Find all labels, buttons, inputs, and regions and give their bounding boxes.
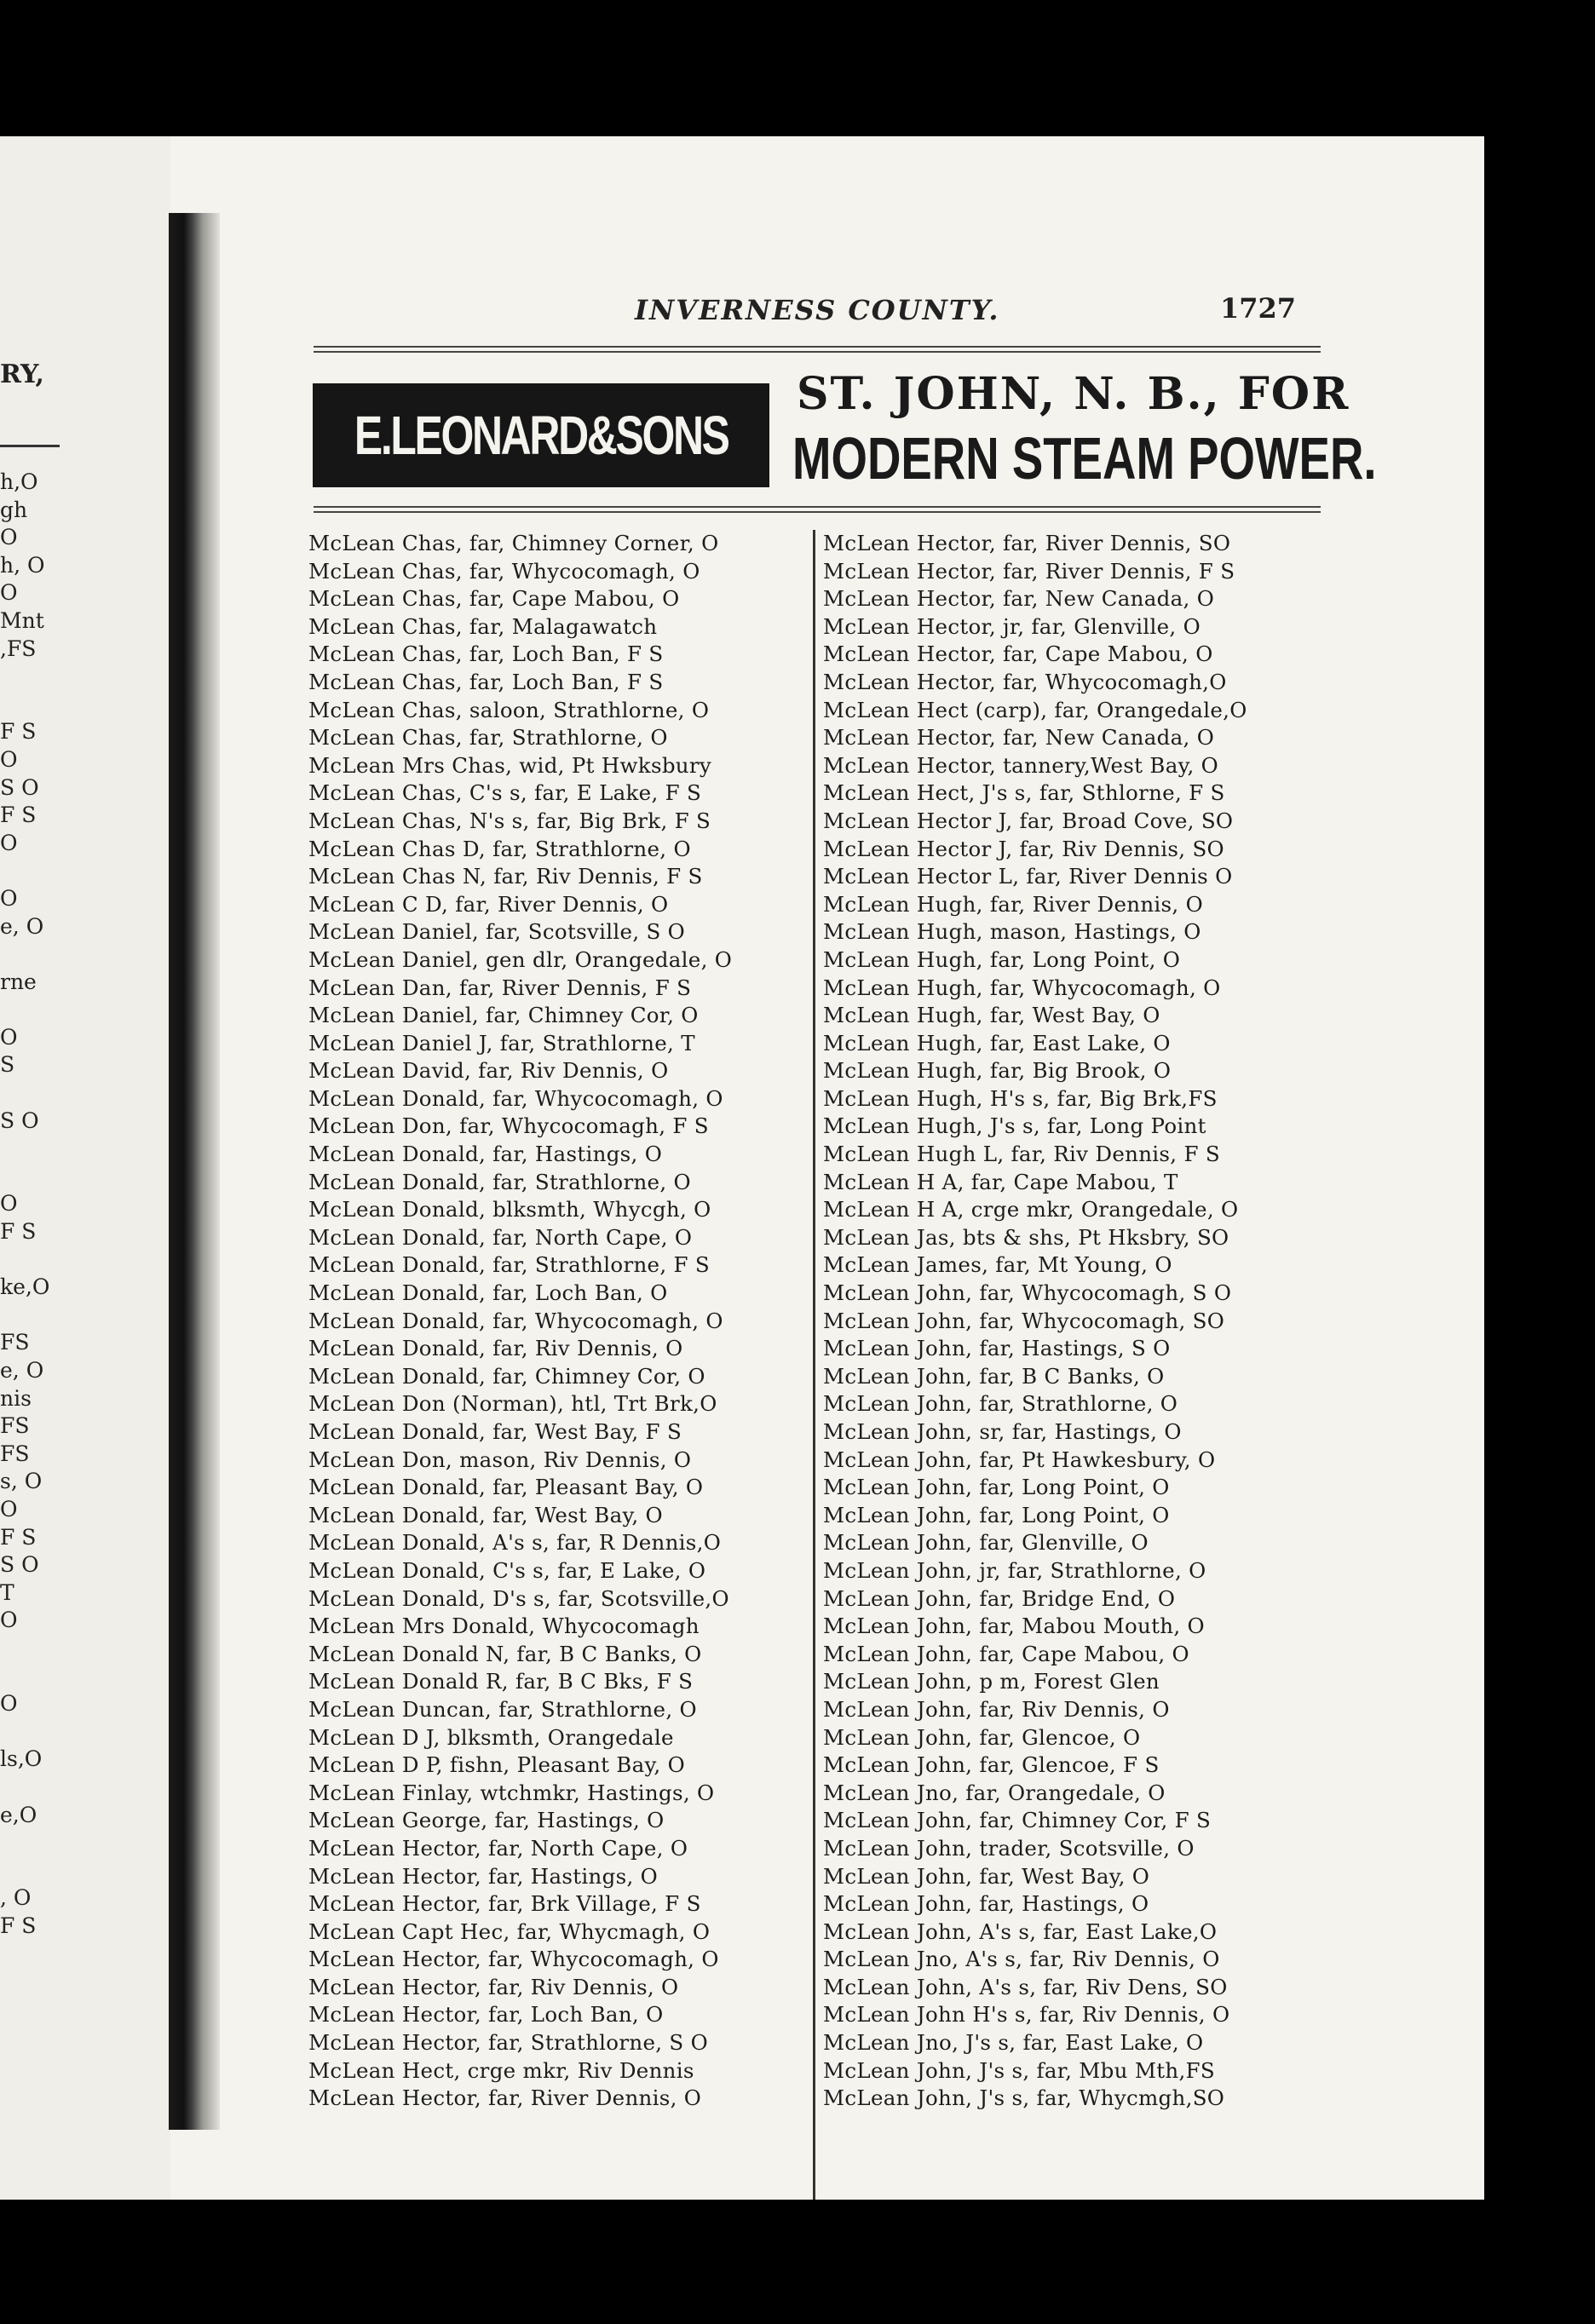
directory-entry: McLean David, far, Riv Dennis, O xyxy=(308,1058,669,1084)
facing-page-entry: nis xyxy=(0,1385,32,1411)
directory-entry: McLean Donald, far, Whycocomagh, O xyxy=(308,1308,723,1333)
directory-entry: McLean Donald R, far, B C Bks, F S xyxy=(308,1669,694,1694)
directory-entry: McLean John, trader, Scotsville, O xyxy=(823,1835,1195,1861)
directory-entry: McLean Chas, C's s, far, E Lake, F S xyxy=(308,780,702,806)
facing-page-entry xyxy=(0,857,49,885)
facing-page-entry: e, O xyxy=(0,913,44,939)
facing-page-heading: RY, xyxy=(0,360,45,389)
facing-page-entry xyxy=(0,1079,49,1107)
directory-entry: McLean John, far, West Bay, O xyxy=(823,1863,1150,1889)
directory-entry: McLean John, far, Glenville, O xyxy=(823,1530,1149,1556)
directory-entry: McLean John, far, Long Point, O xyxy=(823,1502,1170,1527)
facing-page-entry: Mnt xyxy=(0,607,44,633)
directory-entry: McLean Hector, far, Brk Village, F S xyxy=(308,1891,701,1917)
directory-entry: McLean Donald, far, West Bay, O xyxy=(308,1502,663,1527)
facing-page-entry: gh xyxy=(0,497,28,522)
directory-entry: McLean Hector J, far, Broad Cove, SO xyxy=(823,808,1234,833)
directory-entry: McLean George, far, Hastings, O xyxy=(308,1808,665,1833)
facing-page-entry: , O xyxy=(0,1885,32,1911)
facing-page-entry: O xyxy=(0,525,18,550)
facing-page-entry: ,FS xyxy=(0,636,37,661)
advertisement-rule-top xyxy=(314,506,1321,508)
directory-entry: McLean John H's s, far, Riv Dennis, O xyxy=(823,2002,1230,2028)
facing-page-entry xyxy=(0,1857,49,1885)
running-head: INVERNESS COUNTY. xyxy=(635,294,1000,326)
directory-entry: McLean Hector, far, Cape Mabou, O xyxy=(823,641,1213,667)
directory-entry: McLean John, far, B C Banks, O xyxy=(823,1363,1165,1389)
directory-entry: McLean Hugh, far, Whycocomagh, O xyxy=(823,975,1221,1000)
facing-page-entry: ke,O xyxy=(0,1274,50,1300)
directory-entry: McLean John, far, Chimney Cor, F S xyxy=(823,1808,1212,1833)
directory-entry: McLean Hector, far, Whycocomagh,O xyxy=(823,669,1227,694)
directory-entry: McLean Hugh L, far, Riv Dennis, F S xyxy=(823,1142,1220,1167)
facing-page-entry: rne xyxy=(0,969,37,994)
facing-page-entry: e, O xyxy=(0,1358,44,1383)
facing-page-entry: FS xyxy=(0,1441,30,1466)
directory-entry: McLean Hugh, J's s, far, Long Point xyxy=(823,1113,1206,1139)
directory-entry: McLean Donald, A's s, far, R Dennis,O xyxy=(308,1530,722,1556)
directory-entry: McLean James, far, Mt Young, O xyxy=(823,1252,1172,1278)
directory-entry: McLean John, p m, Forest Glen xyxy=(823,1669,1160,1694)
directory-entry: McLean Donald, far, Pleasant Bay, O xyxy=(308,1475,704,1500)
directory-entry: McLean Hector, far, New Canada, O xyxy=(823,725,1215,751)
directory-entry: McLean John, far, Riv Dennis, O xyxy=(823,1696,1170,1722)
advertisement-logo-text: E.LEONARD&SONS xyxy=(354,405,728,466)
facing-page-entry xyxy=(0,1163,49,1191)
directory-entry: McLean John, far, Hastings, S O xyxy=(823,1336,1171,1361)
advertisement-rule-bottom xyxy=(314,511,1321,513)
directory-entry: McLean Hector, far, River Dennis, F S xyxy=(823,558,1235,584)
directory-entry: McLean Donald, far, Whycocomagh, O xyxy=(308,1085,723,1111)
directory-entry: McLean Daniel, far, Scotsville, S O xyxy=(308,919,686,945)
directory-entry: McLean John, far, Whycocomagh, SO xyxy=(823,1308,1225,1333)
directory-entry: McLean John, J's s, far, Whycmgh,SO xyxy=(823,2085,1225,2111)
directory-entry: McLean Chas D, far, Strathlorne, O xyxy=(308,836,691,861)
directory-entry: McLean Hector, far, Hastings, O xyxy=(308,1863,659,1889)
directory-entry: McLean Hector, far, River Dennis, O xyxy=(308,2085,702,2111)
directory-entry: McLean John, far, Cape Mabou, O xyxy=(823,1641,1189,1666)
facing-page-entry: e,O xyxy=(0,1802,37,1827)
facing-page-entry xyxy=(0,1635,49,1663)
directory-entry: McLean Capt Hec, far, Whycmagh, O xyxy=(308,1918,711,1944)
facing-page-entry xyxy=(0,1135,49,1163)
facing-page-entry: h, O xyxy=(0,552,45,578)
directory-entry: McLean Chas, far, Strathlorne, O xyxy=(308,725,668,751)
directory-entry: McLean Finlay, wtchmkr, Hastings, O xyxy=(308,1780,715,1805)
facing-page-rule xyxy=(0,445,60,447)
directory-entry: McLean Donald, far, Strathlorne, F S xyxy=(308,1252,710,1278)
directory-entry: McLean D P, fishn, Pleasant Bay, O xyxy=(308,1752,685,1778)
directory-entry: McLean Hector, far, Loch Ban, O xyxy=(308,2002,664,2028)
facing-page-entry xyxy=(0,996,49,1024)
directory-entry: McLean Hector, far, Riv Dennis, O xyxy=(308,1974,679,1999)
facing-page-entry: s, O xyxy=(0,1469,43,1494)
directory-entry: McLean Chas, far, Cape Mabou, O xyxy=(308,586,680,612)
directory-entry: McLean Hector, tannery,West Bay, O xyxy=(823,752,1219,778)
directory-entry: McLean D J, blksmth, Orangedale xyxy=(308,1724,674,1750)
directory-column-right xyxy=(823,530,1331,2113)
directory-entry: McLean Donald, far, Loch Ban, O xyxy=(308,1280,668,1306)
directory-entry: McLean Hect, J's s, far, Sthlorne, F S xyxy=(823,780,1225,806)
directory-entry: McLean Hugh, far, River Dennis, O xyxy=(823,891,1203,917)
directory-entry: McLean Hugh, mason, Hastings, O xyxy=(823,919,1201,945)
advertisement-logo xyxy=(313,383,769,487)
directory-entry: McLean Daniel J, far, Strathlorne, T xyxy=(308,1030,695,1056)
directory-entry: McLean Hector, far, New Canada, O xyxy=(823,586,1215,612)
directory-entry: McLean Chas, far, Loch Ban, F S xyxy=(308,641,664,667)
directory-entry: McLean John, far, Long Point, O xyxy=(823,1475,1170,1500)
advertisement-line-1: ST. JOHN, N. B., FOR xyxy=(797,368,1350,420)
facing-page-entry: F S xyxy=(0,719,37,745)
facing-page-entry: ls,O xyxy=(0,1746,43,1772)
directory-entry: McLean Mrs Chas, wid, Pt Hwksbury xyxy=(308,752,712,778)
directory-entry: McLean Hugh, far, West Bay, O xyxy=(823,1003,1160,1028)
facing-page-entry: O xyxy=(0,1496,18,1522)
directory-entry: McLean Chas N, far, Riv Dennis, F S xyxy=(308,864,703,889)
directory-entry: McLean H A, crge mkr, Orangedale, O xyxy=(823,1197,1239,1222)
facing-page-entry xyxy=(0,1302,49,1330)
facing-page-entry xyxy=(0,1774,49,1802)
facing-page-entry xyxy=(0,1663,49,1691)
directory-entry: McLean Donald, D's s, far, Scotsville,O xyxy=(308,1585,729,1611)
directory-entry: McLean Donald, far, West Bay, F S xyxy=(308,1419,682,1444)
directory-entry: McLean Hector, jr, far, Glenville, O xyxy=(823,613,1201,639)
column-divider xyxy=(813,530,815,2200)
directory-entry: McLean John, J's s, far, Mbu Mth,FS xyxy=(823,2057,1215,2083)
directory-entry: McLean Jno, far, Orangedale, O xyxy=(823,1780,1166,1805)
directory-entry: McLean Donald, far, Chimney Cor, O xyxy=(308,1363,705,1389)
directory-entry: McLean Hector, far, Strathlorne, S O xyxy=(308,2030,708,2056)
facing-page-entry: O xyxy=(0,1608,18,1633)
directory-entry: McLean Jno, J's s, far, East Lake, O xyxy=(823,2030,1204,2056)
directory-entry: McLean Chas, far, Malagawatch xyxy=(308,613,658,639)
directory-entry: McLean Donald, C's s, far, E Lake, O xyxy=(308,1557,706,1583)
directory-entry: McLean Hugh, far, Long Point, O xyxy=(823,946,1181,972)
directory-entry: McLean C D, far, River Dennis, O xyxy=(308,891,669,917)
directory-entry: McLean Hector, far, North Cape, O xyxy=(308,1835,688,1861)
directory-entry: McLean John, A's s, far, Riv Dens, SO xyxy=(823,1974,1228,1999)
facing-page-entry: F S xyxy=(0,1219,37,1245)
directory-entry: McLean Hugh, far, East Lake, O xyxy=(823,1030,1171,1056)
directory-entry: McLean Hector J, far, Riv Dennis, SO xyxy=(823,836,1224,861)
facing-page-entry: F S xyxy=(0,1913,37,1938)
facing-page-entry xyxy=(0,1246,49,1274)
facing-page-entry: h,O xyxy=(0,469,38,494)
directory-entry: McLean Don (Norman), htl, Trt Brk,O xyxy=(308,1391,717,1417)
facing-page-entry: O xyxy=(0,830,18,855)
facing-page-entry: S O xyxy=(0,1107,39,1133)
facing-page-entry: F S xyxy=(0,802,37,828)
facing-page-list xyxy=(0,469,49,1940)
directory-entry: McLean Chas, far, Chimney Corner, O xyxy=(308,531,719,555)
directory-column-left xyxy=(308,530,804,2113)
directory-entry: McLean John, sr, far, Hastings, O xyxy=(823,1419,1182,1444)
facing-page-entry: O xyxy=(0,580,18,606)
directory-entry: McLean Dan, far, River Dennis, F S xyxy=(308,975,692,1000)
directory-entry: McLean Duncan, far, Strathlorne, O xyxy=(308,1696,697,1722)
header-rule-bottom xyxy=(314,351,1321,353)
facing-page-entry: S O xyxy=(0,1552,39,1578)
directory-entry: McLean John, far, Whycocomagh, S O xyxy=(823,1280,1232,1306)
directory-entry: McLean John, far, Pt Hawkesbury, O xyxy=(823,1447,1216,1472)
facing-page-entry: F S xyxy=(0,1524,37,1550)
directory-entry: McLean John, far, Mabou Mouth, O xyxy=(823,1614,1205,1639)
directory-entry: McLean John, far, Glencoe, F S xyxy=(823,1752,1160,1778)
facing-page-entry xyxy=(0,941,49,969)
facing-page-entry xyxy=(0,691,49,719)
directory-entry: McLean Chas, far, Loch Ban, F S xyxy=(308,669,664,694)
facing-page-entry: O xyxy=(0,885,18,911)
directory-entry: McLean John, A's s, far, East Lake,O xyxy=(823,1918,1218,1944)
directory-entry: McLean Donald, far, Riv Dennis, O xyxy=(308,1336,683,1361)
directory-entry: McLean Hector L, far, River Dennis O xyxy=(823,864,1233,889)
directory-entry: McLean Hugh, far, Big Brook, O xyxy=(823,1058,1172,1084)
directory-entry: McLean Donald, blksmth, Whycgh, O xyxy=(308,1197,711,1222)
facing-page-entry: O xyxy=(0,746,18,772)
directory-entry: McLean Mrs Donald, Whycocomagh xyxy=(308,1614,700,1639)
directory-entry: McLean Jas, bts & shs, Pt Hksbry, SO xyxy=(823,1224,1229,1250)
directory-entry: McLean Don, mason, Riv Dennis, O xyxy=(308,1447,692,1472)
facing-page-entry xyxy=(0,663,49,691)
facing-page-entry: O xyxy=(0,1024,18,1050)
directory-entry: McLean Donald, far, Hastings, O xyxy=(308,1142,663,1167)
directory-entry: McLean Donald, far, North Cape, O xyxy=(308,1224,693,1250)
directory-entry: McLean Don, far, Whycocomagh, F S xyxy=(308,1113,709,1139)
book-binding-shadow xyxy=(169,213,220,2130)
advertisement-line-2: MODERN STEAM POWER. xyxy=(792,425,1377,492)
directory-entry: McLean Hector, far, Whycocomagh, O xyxy=(308,1947,719,1972)
directory-entry: McLean Chas, saloon, Strathlorne, O xyxy=(308,697,710,722)
directory-entry: McLean John, far, Strathlorne, O xyxy=(823,1391,1178,1417)
facing-page-entry xyxy=(0,1829,49,1857)
directory-entry: McLean Hector, far, River Dennis, SO xyxy=(823,531,1231,555)
facing-page-fragment xyxy=(0,136,170,2200)
directory-entry: McLean Hugh, H's s, far, Big Brk,FS xyxy=(823,1085,1218,1111)
directory-entry: McLean John, far, Hastings, O xyxy=(823,1891,1149,1917)
facing-page-entry: T xyxy=(0,1579,14,1605)
directory-entry: McLean Donald N, far, B C Banks, O xyxy=(308,1641,702,1666)
header-rule-top xyxy=(314,346,1321,348)
facing-page-entry: FS xyxy=(0,1413,30,1439)
directory-page xyxy=(0,136,1484,2200)
directory-entry: McLean John, far, Glencoe, O xyxy=(823,1724,1141,1750)
facing-page-entry: S O xyxy=(0,774,39,800)
facing-page-entry: FS xyxy=(0,1330,30,1355)
page-number: 1727 xyxy=(1220,292,1297,325)
directory-entry: McLean Jno, A's s, far, Riv Dennis, O xyxy=(823,1947,1220,1972)
directory-entry: McLean H A, far, Cape Mabou, T xyxy=(823,1169,1178,1194)
directory-entry: McLean Daniel, far, Chimney Cor, O xyxy=(308,1003,699,1028)
directory-entry: McLean Chas, far, Whycocomagh, O xyxy=(308,558,700,584)
facing-page-entry: O xyxy=(0,1191,18,1217)
facing-page-entry xyxy=(0,1718,49,1746)
directory-entry: McLean Hect (carp), far, Orangedale,O xyxy=(823,697,1247,722)
facing-page-entry: O xyxy=(0,1691,18,1717)
directory-entry: McLean Chas, N's s, far, Big Brk, F S xyxy=(308,808,711,833)
directory-entry: McLean Hect, crge mkr, Riv Dennis xyxy=(308,2057,694,2083)
directory-entry: McLean John, far, Bridge End, O xyxy=(823,1585,1176,1611)
directory-entry: McLean John, jr, far, Strathlorne, O xyxy=(823,1557,1206,1583)
directory-entry: McLean Donald, far, Strathlorne, O xyxy=(308,1169,691,1194)
facing-page-entry: S xyxy=(0,1052,15,1078)
directory-entry: McLean Daniel, gen dlr, Orangedale, O xyxy=(308,946,733,972)
